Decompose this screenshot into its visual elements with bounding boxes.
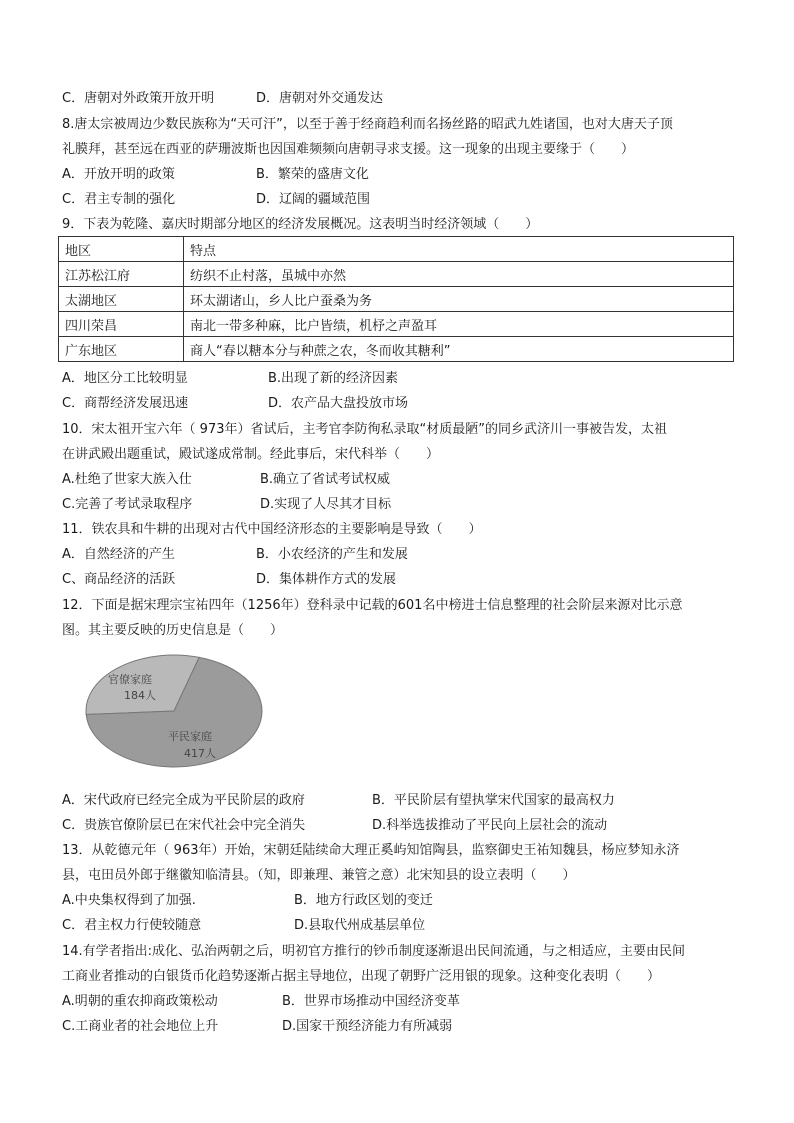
table-row (59, 337, 734, 362)
q13-option-b: B．地方行政区划的变迁 (294, 893, 433, 908)
table-header-region: 地区 (59, 237, 184, 262)
q11-stem: 11．铁农具和牛耕的出现对古代中国经济形态的主要影响是导致（ ） (62, 522, 482, 537)
pie-value-label-0: 184人 (124, 689, 156, 702)
q9-option-c: C．商帮经济发展迅速 (62, 396, 189, 411)
q7-option-c: C．唐朝对外政策开放开明 (62, 91, 215, 106)
pie-label-1: 平民家庭 (168, 730, 212, 743)
q8-option-a: A．开放开明的政策 (62, 167, 175, 182)
q11-option-b: B．小农经济的产生和发展 (256, 547, 408, 562)
q12-option-d: D.科举选拔推动了平民向上层社会的流动 (372, 818, 608, 833)
q14-stem-1: 14.有学者指出:成化、弘治两朝之后，明初官方推行的钞币制度逐渐退出民间流通，与之相适应，主要由民间 (62, 944, 686, 959)
q9-option-a: A．地区分工比较明显 (62, 371, 188, 386)
q11-option-a: A．自然经济的产生 (62, 547, 175, 562)
pie-label-0: 官僚家庭 (108, 673, 152, 686)
pie-value-label-1: 417人 (184, 747, 216, 760)
q9-stem: 9．下表为乾隆、嘉庆时期部分地区的经济发展概况。这表明当时经济领域（ ） (62, 217, 539, 232)
table-row (59, 312, 734, 337)
pie-chart-svg (82, 647, 272, 779)
q14-option-b: B．世界市场推动中国经济变革 (282, 994, 460, 1009)
q13-stem-1: 13．从乾德元年（ 963年）开始，宋朝廷陆续命大理正奚屿知馆陶县，监察御史王祐知魏县，杨应梦知永济 (62, 843, 680, 858)
q12-stem-2: 图。其主要反映的历史信息是（ ） (62, 623, 284, 638)
economy-table (58, 236, 734, 362)
table-cell-region: 四川荣昌 (59, 312, 184, 337)
q14-option-a: A.明朝的重农抑商政策松动 (62, 994, 218, 1009)
q9-option-d: D．农产品大盘投放市场 (268, 396, 409, 411)
q12-option-b: B．平民阶层有望执掌宋代国家的最高权力 (372, 793, 615, 808)
q7-option-d: D．唐朝对外交通发达 (256, 91, 384, 106)
q11-option-d: D．集体耕作方式的发展 (256, 572, 397, 587)
q14-option-d: D.国家干预经济能力有所减弱 (282, 1019, 453, 1034)
social-class-pie-chart (82, 647, 272, 779)
table-cell-feature: 纺织不止村落，虽城中亦然 (184, 262, 734, 287)
q10-option-a: A.杜绝了世家大族入仕 (62, 472, 192, 487)
q8-stem-1: 8.唐太宗被周边少数民族称为“天可汗”，以至于善于经商趋利而名扬丝路的昭武九姓诸国，也对大唐天子顶 (62, 117, 673, 132)
q13-stem-2: 县，屯田员外郎于继徽知临清县。（知，即兼理、兼管之意）北宋知县的设立表明（ ） (62, 868, 576, 883)
q8-option-c: C．君主专制的强化 (62, 192, 176, 207)
q10-stem-2: 在讲武殿出题重试，殿试遂成常制。经此事后，宋代科举（ ） (62, 447, 440, 462)
q13-option-a: A.中央集权得到了加强. (62, 893, 196, 908)
q8-stem-2: 礼膜拜，甚至远在西亚的萨珊波斯也因国难频频向唐朝寻求支援。这一现象的出现主要缘于（ ） (62, 142, 635, 157)
q14-option-c: C.工商业者的社会地位上升 (62, 1019, 219, 1034)
q8-option-b: B．繁荣的盛唐文化 (256, 167, 369, 182)
q10-stem-1: 10．宋太祖开宝六年（ 973年）省试后，主考官李防徇私录取“材质最陋”的同乡武济川一事被告发，太祖 (62, 422, 667, 437)
q12-option-a: A．宋代政府已经完全成为平民阶层的政府 (62, 793, 305, 808)
q13-option-d: D.县取代州成基层单位 (294, 918, 426, 933)
q8-option-d: D．辽阔的疆域范围 (256, 192, 371, 207)
q10-option-d: D.实现了人尽其才目标 (260, 497, 392, 512)
q9-option-b: B.出现了新的经济因素 (268, 371, 399, 386)
table-row (59, 262, 734, 287)
q14-stem-2: 工商业者推动的白银货币化趋势逐渐占据主导地位，出现了朝野广泛用银的现象。这种变化表明（ ） (62, 969, 661, 984)
table-cell-feature: 环太湖诸山，乡人比户蚕桑为务 (184, 287, 734, 312)
q10-option-c: C.完善了考试录取程序 (62, 497, 193, 512)
q10-option-b: B.确立了省试考试权威 (260, 472, 391, 487)
q12-stem-1: 12．下面是据宋理宗宝祐四年（1256年）登科录中记载的601名中榜进士信息整理的社会阶层来源对比示意 (62, 598, 683, 613)
table-header-feature: 特点 (184, 237, 734, 262)
table-header-row (59, 237, 734, 262)
q12-option-c: C．贵族官僚阶层已在宋代社会中完全消失 (62, 818, 306, 833)
table-cell-region: 江苏松江府 (59, 262, 184, 287)
table-row (59, 287, 734, 312)
q13-option-c: C．君主权力行使较随意 (62, 918, 202, 933)
table-cell-feature: 商人“春以糖本分与种蔗之农，冬而收其糖利” (184, 337, 734, 362)
table-cell-feature: 南北一带多种麻，比户皆绩，机杼之声盈耳 (184, 312, 734, 337)
table-cell-region: 太湖地区 (59, 287, 184, 312)
table-cell-region: 广东地区 (59, 337, 184, 362)
q11-option-c: C、商品经济的活跃 (62, 572, 176, 587)
